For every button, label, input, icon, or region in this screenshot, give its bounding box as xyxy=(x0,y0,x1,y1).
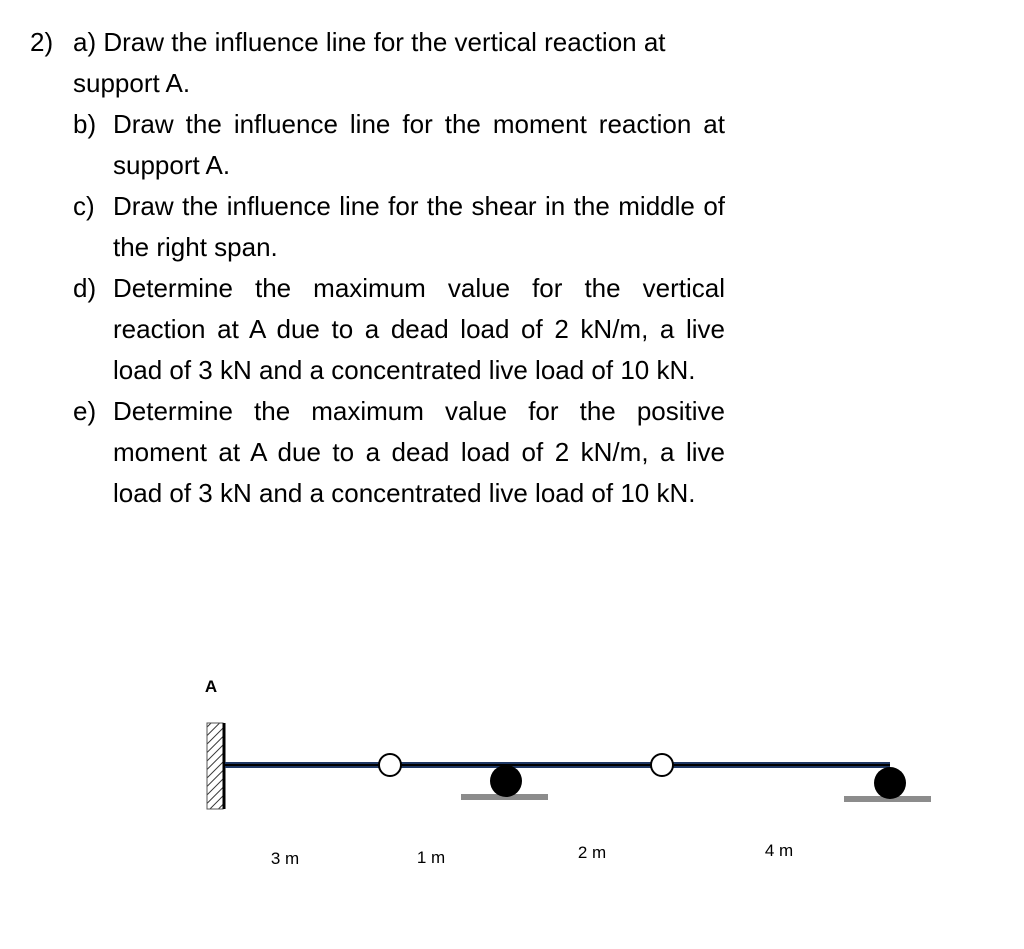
part-d-label: d) xyxy=(73,273,97,303)
span-label-4: 4 m xyxy=(764,841,794,860)
support-label-a: A xyxy=(204,677,218,696)
roller-2 xyxy=(874,767,906,799)
span-label-1: 3 m xyxy=(270,849,300,868)
span-label-3: 2 m xyxy=(577,843,607,862)
part-e-label: e) xyxy=(73,396,97,426)
part-a-label: a) xyxy=(73,27,97,57)
part-a-text: Draw the influence line for the vertical reaction at support A. xyxy=(73,27,666,98)
part-c-label: c) xyxy=(73,191,95,221)
span-label-2: 1 m xyxy=(416,848,446,867)
hinge-1 xyxy=(379,754,401,776)
part-c-text: Draw the influence line for the shear in the middle of the right span. xyxy=(113,191,725,262)
part-d-text: Determine the maximum value for the vertical reaction at A due to a dead load of 2 kN/m, a live load of 3 kN and a concentrated live load of 10 kN. xyxy=(113,273,725,385)
question-number: 2) xyxy=(30,27,54,57)
roller-1 xyxy=(490,765,522,797)
part-b-label: b) xyxy=(73,109,97,139)
fixed-support-a xyxy=(207,723,223,809)
part-e-text: Determine the maximum value for the positive moment at A due to a dead load of 2 kN/m, a live load of 3 kN and a concentrated live load of 10 kN. xyxy=(113,396,725,508)
hinge-2 xyxy=(651,754,673,776)
part-b-text: Draw the influence line for the moment reaction at support A. xyxy=(113,109,725,180)
